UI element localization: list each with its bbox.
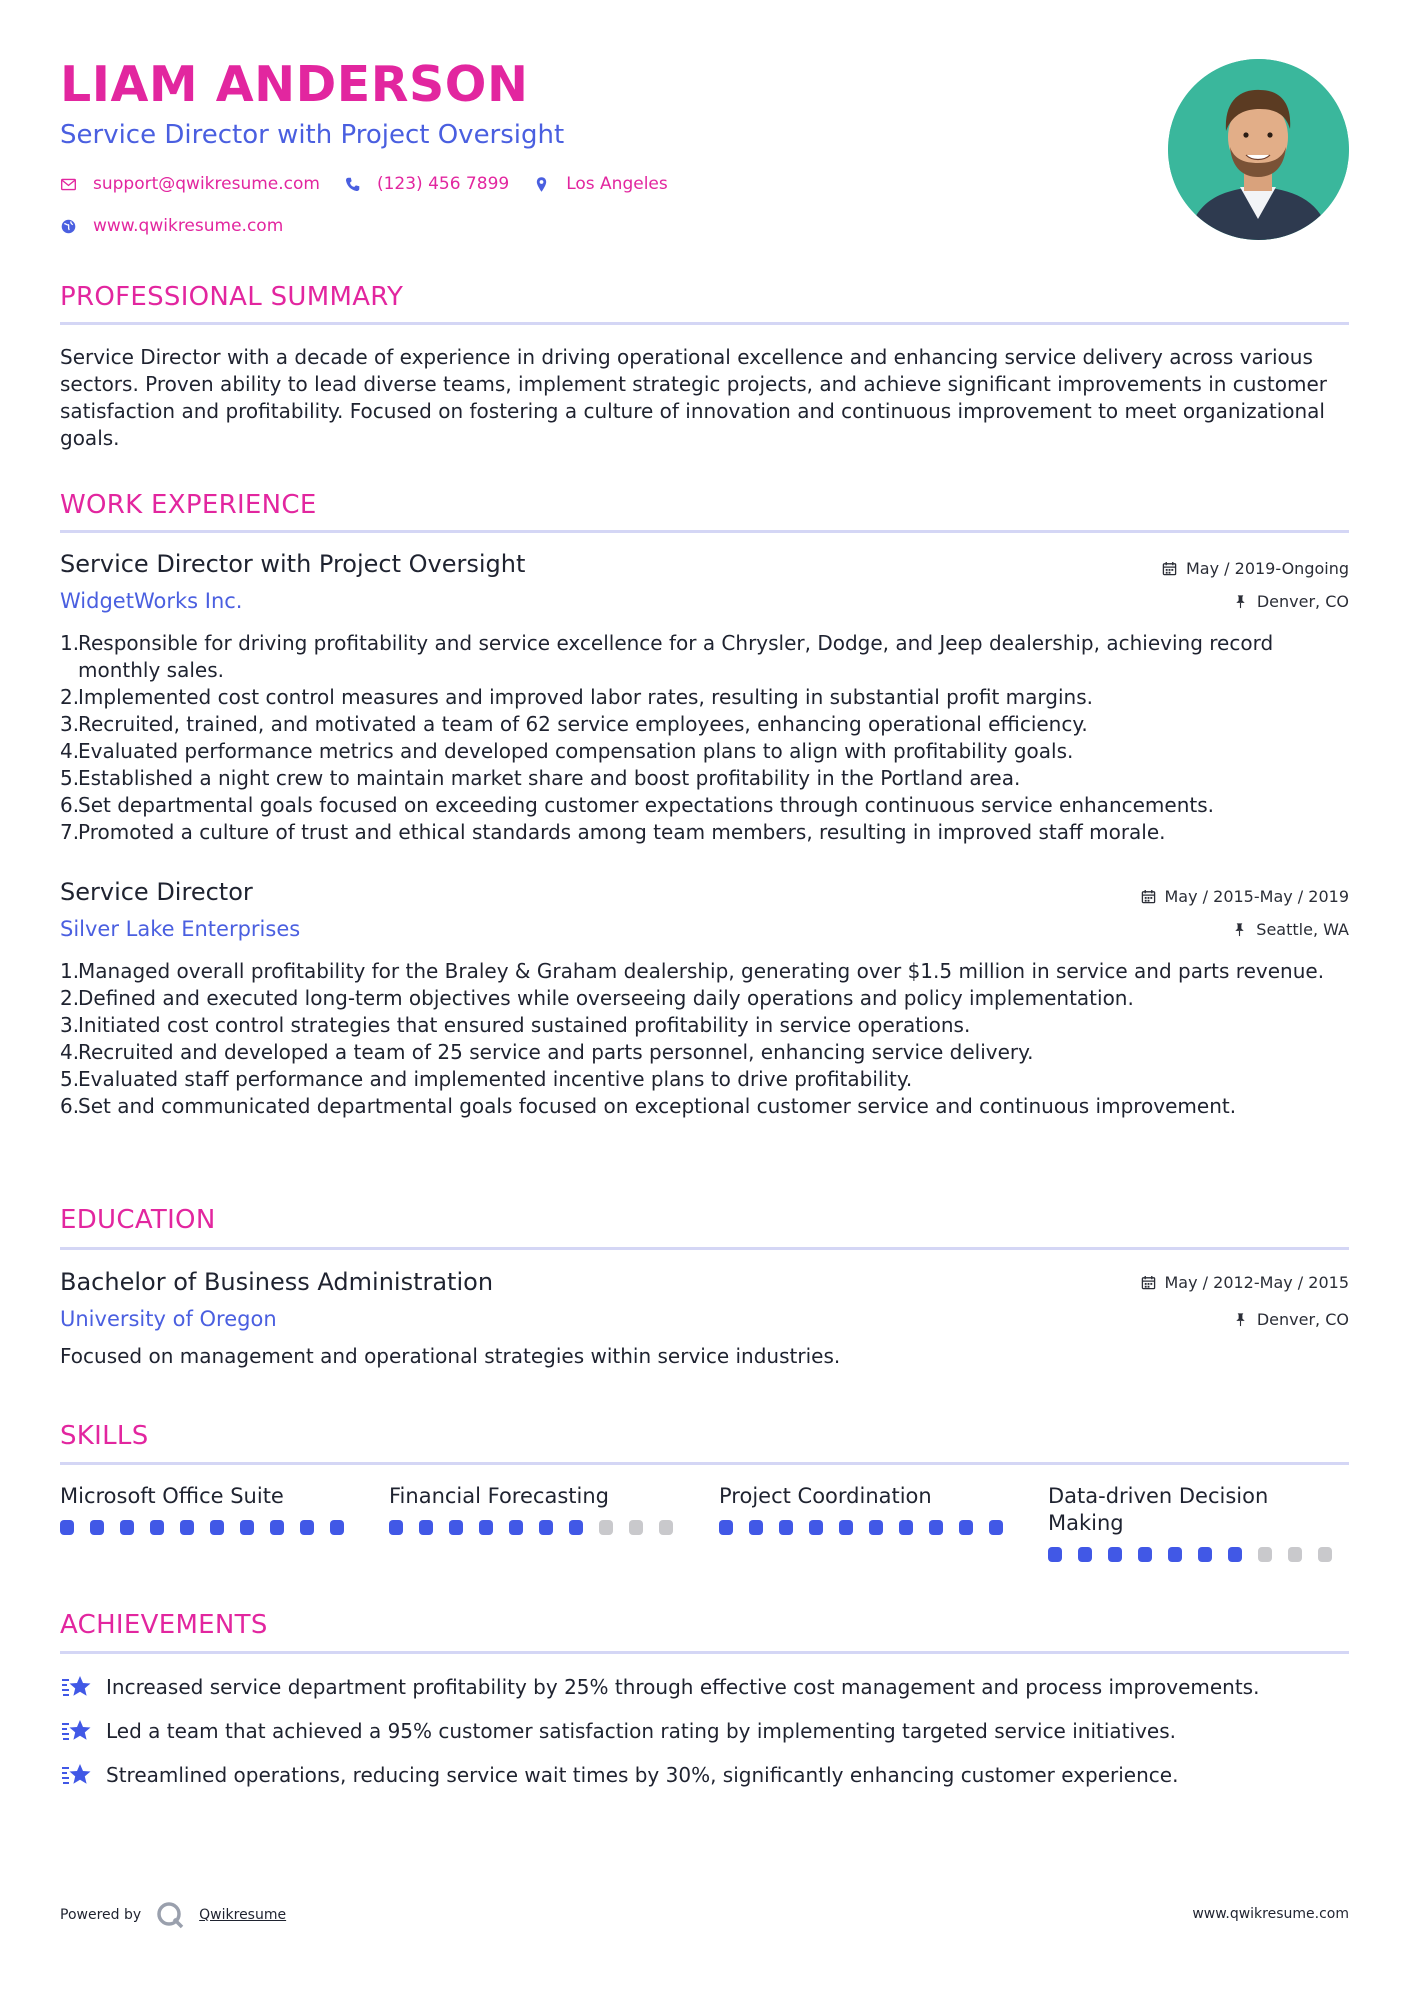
achievement-item xyxy=(60,1717,1176,1745)
job-location-text: Denver, CO xyxy=(1256,592,1349,611)
star-icon xyxy=(60,1761,92,1789)
skill-dot-empty xyxy=(1318,1547,1332,1562)
achievement-item xyxy=(60,1673,1259,1701)
skill-dot-filled xyxy=(210,1520,224,1535)
job-dates xyxy=(1141,887,1350,906)
skill-dot-filled xyxy=(120,1520,134,1535)
job-location xyxy=(1232,920,1349,939)
skill-dot-filled xyxy=(449,1520,463,1535)
skill-dot-filled xyxy=(809,1520,823,1535)
skill-dot-filled xyxy=(779,1520,793,1535)
job-dates-text: May / 2015-May / 2019 xyxy=(1164,887,1349,906)
skill-dot-filled xyxy=(1168,1547,1182,1562)
achievement-text: Streamlined operations, reducing service wait times by 30%, significantly enhancing customer experience. xyxy=(106,1763,1179,1787)
skill-name: Microsoft Office Suite xyxy=(60,1484,284,1508)
envelope-icon xyxy=(60,176,77,193)
location-item xyxy=(533,174,668,194)
list-item: 2. Implemented cost control measures and improved labor rates, resulting in substantial profit margins. xyxy=(60,685,1093,709)
calendar-icon xyxy=(1141,889,1156,904)
candidate-name: LIAM ANDERSON xyxy=(60,56,529,113)
phone-text: (123) 456 7899 xyxy=(376,174,510,194)
company-name: Silver Lake Enterprises xyxy=(60,917,301,941)
achievement-text: Led a team that achieved a 95% customer satisfaction rating by implementing targeted service initiatives. xyxy=(106,1719,1176,1743)
list-item: 1. Responsible for driving profitability and service excellence for a Chrysler, Dodge, and Jeep dealership, achieving record monthly sales. xyxy=(60,631,1274,682)
job-location-text: Seattle, WA xyxy=(1256,920,1349,939)
footer-url[interactable]: www.qwikresume.com xyxy=(1192,1906,1349,1922)
job-title: Service Director xyxy=(60,878,253,906)
candidate-title: Service Director with Project Oversight xyxy=(60,120,565,150)
list-item: 7. Promoted a culture of trust and ethical standards among team members, resulting in improved staff morale. xyxy=(60,820,1166,844)
qwikresume-logo-icon xyxy=(155,1900,185,1930)
skill-dot-filled xyxy=(1078,1547,1092,1562)
list-item: 3. Recruited, trained, and motivated a team of 62 service employees, enhancing operational efficiency. xyxy=(60,712,1088,736)
calendar-icon xyxy=(1141,1275,1156,1290)
pushpin-icon xyxy=(1232,922,1247,937)
skill-dot-filled xyxy=(90,1520,104,1535)
job-title: Service Director with Project Oversight xyxy=(60,550,526,578)
globe-icon xyxy=(60,218,77,235)
skill-dot-empty xyxy=(659,1520,673,1535)
list-item: 3. Initiated cost control strategies that ensured sustained profitability in service operations. xyxy=(60,1013,971,1037)
avatar xyxy=(1168,59,1349,240)
skill-rating xyxy=(389,1520,689,1535)
job-dates-text: May / 2019-Ongoing xyxy=(1186,559,1349,578)
skill-dot-filled xyxy=(989,1520,1003,1535)
pushpin-icon xyxy=(1233,594,1248,609)
list-item: 6. Set departmental goals focused on exceeding customer expectations through continuous service enhancements. xyxy=(60,793,1214,817)
experience-divider xyxy=(60,530,1349,533)
skill-rating xyxy=(1048,1547,1348,1562)
skill-dot-filled xyxy=(330,1520,344,1535)
summary-text: Service Director with a decade of experience in driving operational excellence and enhancing service delivery across various sectors. Proven ability to lead diverse teams, implement strategic projects, and achieve significant improvements in customer satisfaction and profitability. Focused on fostering a culture of innovation and continuous improvement to meet organizational goals. xyxy=(60,345,1327,450)
phone-icon xyxy=(344,176,361,193)
email-text: support@qwikresume.com xyxy=(93,174,320,194)
list-item: 4. Recruited and developed a team of 25 service and parts personnel, enhancing service delivery. xyxy=(60,1040,1034,1064)
list-item: 6. Set and communicated departmental goals focused on exceptional customer service and continuous improvement. xyxy=(60,1094,1237,1118)
skill-dot-filled xyxy=(929,1520,943,1535)
list-item: 4. Evaluated performance metrics and developed compensation plans to align with profitability goals. xyxy=(60,739,1074,763)
achievements-heading: ACHIEVEMENTS xyxy=(60,1610,268,1640)
skill-dot-filled xyxy=(539,1520,553,1535)
skill-dot-filled xyxy=(60,1520,74,1535)
skill-dot-filled xyxy=(1228,1547,1242,1562)
education-divider xyxy=(60,1247,1349,1250)
list-item: 1. Managed overall profitability for the Braley & Graham dealership, generating over $1.5 million in service and parts revenue. xyxy=(60,959,1325,983)
website-item[interactable] xyxy=(60,216,283,236)
skill-name: Project Coordination xyxy=(719,1484,932,1508)
email-item[interactable] xyxy=(60,174,320,194)
skill-dot-filled xyxy=(479,1520,493,1535)
location-text: Los Angeles xyxy=(566,174,668,194)
job-dates xyxy=(1162,559,1349,578)
skill-dot-filled xyxy=(869,1520,883,1535)
skills-heading: SKILLS xyxy=(60,1421,149,1451)
skill-dot-empty xyxy=(1288,1547,1302,1562)
skill-dot-filled xyxy=(509,1520,523,1535)
skill-dot-empty xyxy=(1258,1547,1272,1562)
skill-rating xyxy=(719,1520,1019,1535)
skill-dot-filled xyxy=(569,1520,583,1535)
skill-dot-filled xyxy=(300,1520,314,1535)
skill-dot-filled xyxy=(270,1520,284,1535)
skill-name: Data-driven Decision Making xyxy=(1048,1484,1269,1535)
skills-divider xyxy=(60,1462,1349,1465)
skill-item xyxy=(719,1483,1019,1535)
list-item: 2. Defined and executed long-term objectives while overseeing daily operations and policy implementation. xyxy=(60,986,1134,1010)
contact-row xyxy=(60,174,692,194)
achievement-item xyxy=(60,1761,1178,1789)
pushpin-icon xyxy=(1233,1312,1248,1327)
list-item: 5. Established a night crew to maintain market share and boost profitability in the Portland area. xyxy=(60,766,1021,790)
company-name: WidgetWorks Inc. xyxy=(60,589,243,613)
brand-link[interactable]: Qwikresume xyxy=(199,1907,287,1923)
skill-dot-filled xyxy=(389,1520,403,1535)
skill-dot-filled xyxy=(749,1520,763,1535)
achievement-text: Increased service department profitability by 25% through effective cost management and process improvements. xyxy=(106,1675,1260,1699)
skill-dot-filled xyxy=(1138,1547,1152,1562)
summary-divider xyxy=(60,322,1349,325)
skill-dot-filled xyxy=(1108,1547,1122,1562)
skill-dot-filled xyxy=(899,1520,913,1535)
skill-dot-filled xyxy=(180,1520,194,1535)
education-location xyxy=(1233,1310,1349,1329)
star-icon xyxy=(60,1673,92,1701)
skill-dot-filled xyxy=(1048,1547,1062,1562)
list-item: 5. Evaluated staff performance and implemented incentive plans to drive profitability. xyxy=(60,1067,913,1091)
achievements-divider xyxy=(60,1651,1349,1654)
skill-dot-filled xyxy=(419,1520,433,1535)
calendar-icon xyxy=(1162,561,1177,576)
footer-powered-by xyxy=(60,1900,286,1930)
skill-dot-empty xyxy=(599,1520,613,1535)
website-row xyxy=(60,216,307,236)
skill-dot-filled xyxy=(150,1520,164,1535)
powered-by-label: Powered by xyxy=(60,1907,142,1923)
summary-heading: PROFESSIONAL SUMMARY xyxy=(60,282,404,312)
job-bullets xyxy=(60,630,1355,846)
job-location xyxy=(1233,592,1349,611)
phone-item[interactable] xyxy=(344,174,509,194)
education-location-text: Denver, CO xyxy=(1256,1310,1349,1329)
skill-dot-filled xyxy=(719,1520,733,1535)
experience-heading: WORK EXPERIENCE xyxy=(60,490,317,520)
star-icon xyxy=(60,1717,92,1745)
education-description: Focused on management and operational strategies within service industries. xyxy=(60,1344,841,1368)
skill-dot-filled xyxy=(839,1520,853,1535)
skill-rating xyxy=(60,1520,360,1535)
education-dates xyxy=(1141,1273,1350,1292)
education-heading: EDUCATION xyxy=(60,1205,216,1235)
skill-item xyxy=(389,1483,689,1535)
skill-item xyxy=(1048,1483,1348,1562)
skill-dot-filled xyxy=(1198,1547,1212,1562)
skill-dot-filled xyxy=(240,1520,254,1535)
person-photo xyxy=(1168,59,1349,240)
skill-dot-filled xyxy=(959,1520,973,1535)
skill-name: Financial Forecasting xyxy=(389,1484,609,1508)
skill-item xyxy=(60,1483,360,1535)
school-name: University of Oregon xyxy=(60,1307,277,1331)
map-pin-icon xyxy=(533,176,550,193)
degree-title: Bachelor of Business Administration xyxy=(60,1268,494,1296)
education-dates-text: May / 2012-May / 2015 xyxy=(1164,1273,1349,1292)
job-bullets xyxy=(60,958,1355,1120)
website-text: www.qwikresume.com xyxy=(93,216,284,236)
skill-dot-empty xyxy=(629,1520,643,1535)
